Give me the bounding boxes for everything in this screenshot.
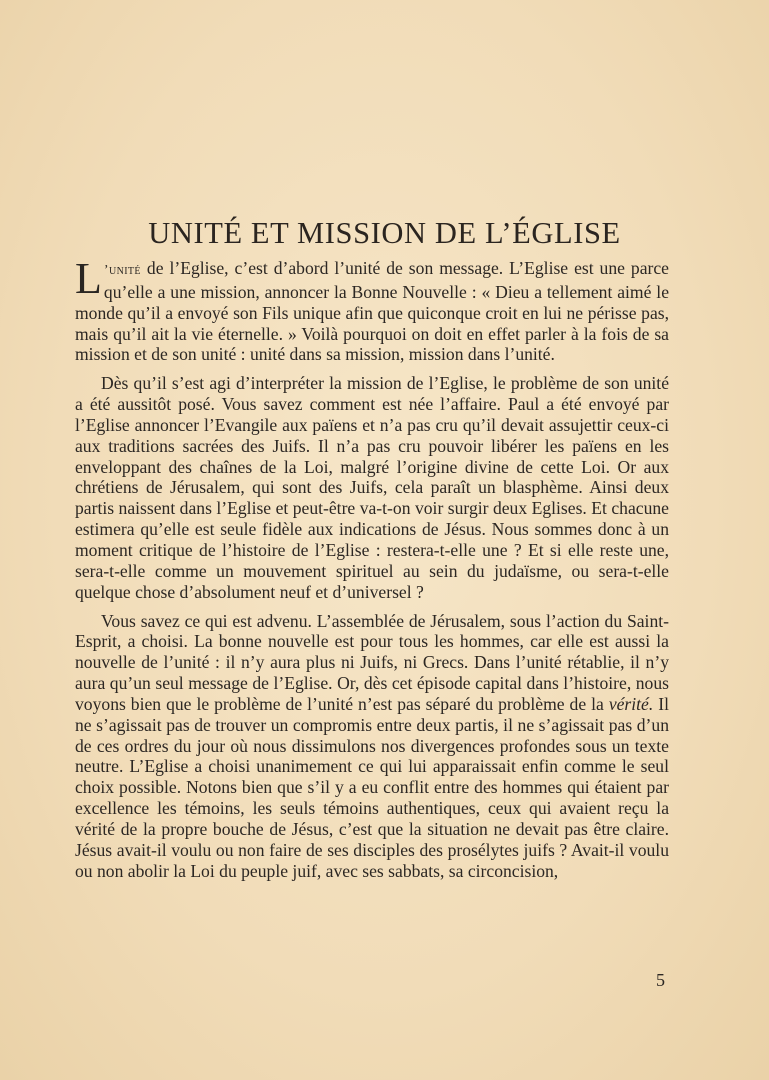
paragraph-3 <box>75 611 669 882</box>
paragraph-2: Dès qu’il s’est agi d’interpréter la mission de l’Eglise, le problème de son unité a été aussitôt posé. Vous savez comment est née l’affaire. Paul a été envoyé par l’Eglise annoncer l’Evangile aux païens et n’a pas cru qu’il devait assujettir ceux-ci aux traditions sacrées des Juifs. Il n’a pas cru pouvoir libérer les païens en les enveloppant des chaînes de la Loi, malgré l’origine divine de cette Loi. Or aux chrétiens de Jérusalem, qui sont des Juifs, cela paraît un blasphème. Ainsi deux partis naissent dans l’Eglise et peut-être va-t-on voir surgir deux Eglises. Et chacune estimera qu’elle est seule fidèle aux indications de Jésus. Nous sommes donc à un moment critique de l’histoire de l’Eglise : restera-t-elle une ? Et si elle reste une, sera-t-elle comme un mouvement spirituel au sein du judaïsme, ou sera-t-elle quelque chose d’absolument neuf et d’universel ? <box>75 373 669 602</box>
drop-cap: L <box>75 254 102 303</box>
body-text <box>75 254 669 889</box>
chapter-title: UNITÉ ET MISSION DE L’ÉGLISE <box>148 216 621 251</box>
small-caps-lead: ’unité <box>103 263 141 278</box>
paragraph-3-text-end: Il ne s’agissait pas de trouver un compromis entre deux partis, il ne s’agissait pas d’un de ces ordres du jour où nous dissimulons nos divergences profondes sous un texte neutre. L’Eglise a choisi unanimement ce qui lui apparaissait enfin comme le seul choix possible. Notons bien que s’il y a eu conflit entre des hommes qui étaient par excellence les témoins, les seuls témoins authentiques, ceux qui avaient reçu la vérité de la propre bouche de Jésus, c’est que la situation ne devait pas être claire. Jésus avait-il voulu ou non faire de ses disciples des prosélytes juifs ? Avait-il voulu ou non abolir la Loi du peuple juif, avec ses sabbats, sa circoncision, <box>75 693 669 881</box>
paragraph-1 <box>75 254 669 365</box>
paragraph-1-text: de l’Eglise, c’est d’abord l’unité de son message. L’Eglise est une parce qu’elle a une mission, annoncer la Bonne Nouvelle : « Dieu a tellement aimé le monde qu’il a envoyé son Fils unique afin que quiconque croit en lui ne périsse pas, mais qu’il ait la vie éternelle. » Voilà pourquoi on doit en effet parler à la fois de sa mission et de son unité : unité dans sa mission, mission dans l’unité. <box>75 258 669 365</box>
italic-word-verite: vérité. <box>608 693 654 714</box>
paragraph-3-text-start: Vous savez ce qui est advenu. L’assemblée de Jérusalem, sous l’action du Saint-Esprit, a choisi. La bonne nouvelle est pour tous les hommes, car elle est aussi la nouvelle de l’unité : il n’y aura plus ni Juifs, ni Grecs. Dans l’unité rétablie, il n’y aura qu’un seul message de l’Eglise. Or, dès cet épisode capital dans l’histoire, nous voyons bien que le problème de l’unité n’est pas séparé du problème de la <box>75 610 669 714</box>
page-number: 5 <box>656 970 665 990</box>
